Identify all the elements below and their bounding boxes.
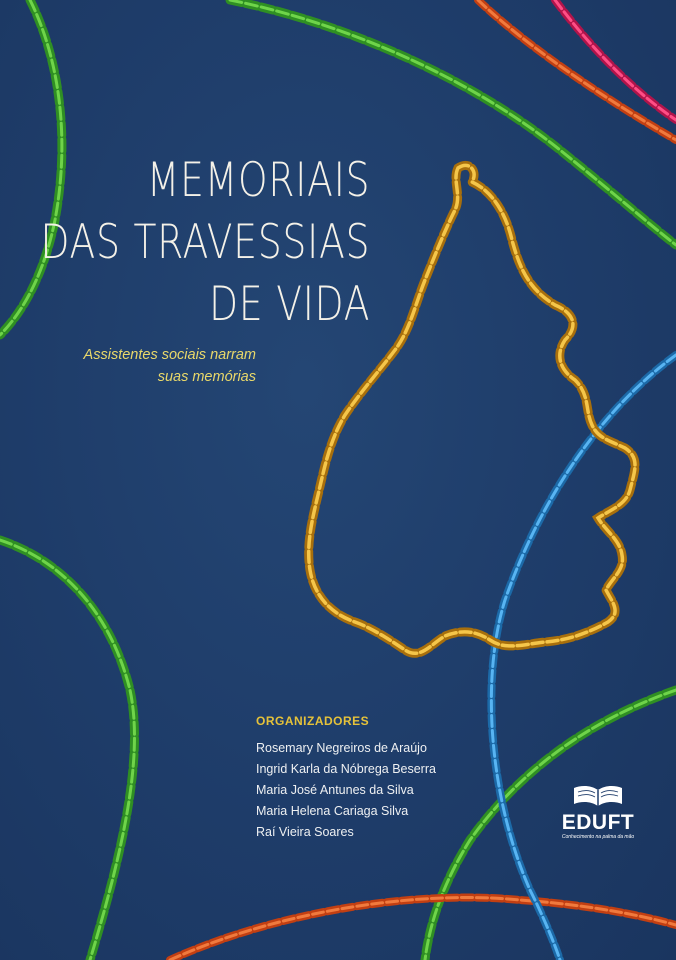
organizer-name: Ingrid Karla da Nóbrega Beserra [256,762,436,776]
organizers-list [256,738,436,843]
title-line-3: DE VIDA [208,277,370,332]
organizer-name: Maria José Antunes da Silva [256,783,414,797]
organizer-name: Maria Helena Cariaga Silva [256,804,409,818]
subtitle-line-1: Assistentes sociais narram [83,347,256,363]
subtitle-line-2: suas memórias [157,369,256,385]
title-line-2: DAS TRAVESSIAS [40,215,370,270]
organizer-name: Rosemary Negreiros de Araújo [256,741,427,755]
publisher-logo [552,784,644,841]
publisher-tagline: Conhecimento na palma da mão [561,834,635,840]
book-title [40,150,370,336]
publisher-name: EDUFT [561,811,635,834]
organizers-heading: ORGANIZADORES [256,714,370,728]
title-line-1: MEMORIAIS [146,153,370,208]
book-subtitle [0,344,256,388]
orange-thread-top [478,0,676,140]
blue-thread [491,355,676,960]
organizer-name: Raí Vieira Soares [256,825,354,839]
green-thread-left-bottom [0,540,134,960]
open-book-icon [572,784,624,808]
